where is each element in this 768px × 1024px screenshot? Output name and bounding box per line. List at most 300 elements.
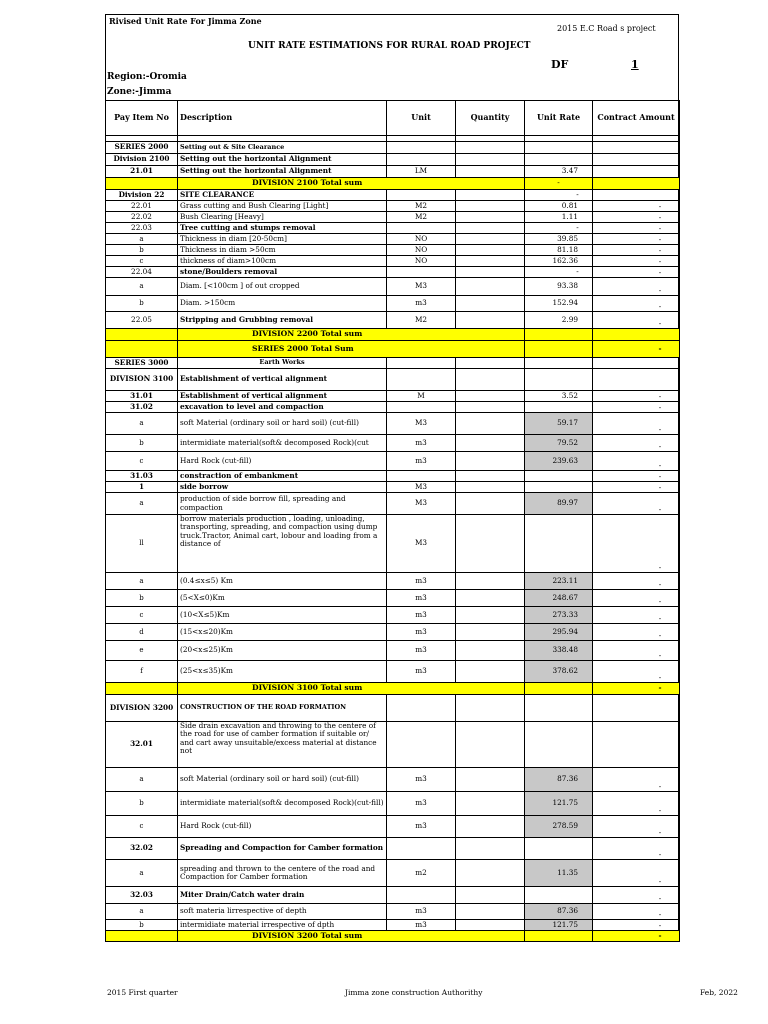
quantity-cell	[456, 201, 525, 212]
contract-amount-cell: -	[593, 296, 680, 312]
contract-amount-cell: -	[593, 661, 680, 683]
description-cell: Hard Rock (cut-fill)	[178, 816, 387, 838]
table-row	[106, 223, 680, 234]
quantity-cell	[456, 641, 525, 661]
description-cell: Stripping and Grubbing removal	[178, 312, 387, 329]
total-rate-cell	[525, 329, 593, 341]
description-cell: (25<x≤35)Km	[178, 661, 387, 683]
pay-item-cell: a	[106, 860, 178, 887]
total-pay-cell	[106, 341, 178, 358]
unit-cell: m3	[387, 904, 456, 920]
pay-item-cell: c	[106, 607, 178, 624]
pay-item-cell: b	[106, 435, 178, 452]
quantity-cell	[456, 452, 525, 471]
quantity-cell	[456, 792, 525, 816]
contract-amount-cell	[593, 154, 680, 166]
pay-item-cell: 22.02	[106, 212, 178, 223]
unit-rate-cell	[525, 722, 593, 768]
contract-amount-cell: -	[593, 234, 680, 245]
description-cell: (5<X≤0)Km	[178, 590, 387, 607]
description-cell: soft materia lirrespective of depth	[178, 904, 387, 920]
total-rate-cell	[525, 931, 593, 942]
quantity-cell	[456, 816, 525, 838]
table-row	[106, 256, 680, 267]
table-row	[106, 792, 680, 816]
contract-amount-cell: -	[593, 590, 680, 607]
description-cell: excavation to level and compaction	[178, 402, 387, 413]
quantity-cell	[456, 607, 525, 624]
unit-rate-cell	[525, 142, 593, 154]
unit-rate-cell: 0.81	[525, 201, 593, 212]
table-row	[106, 887, 680, 904]
unit-cell: m3	[387, 573, 456, 590]
total-amount-cell: -	[593, 341, 680, 358]
quantity-cell	[456, 190, 525, 201]
pay-item-cell: 31.01	[106, 391, 178, 402]
pay-item-cell: 32.03	[106, 887, 178, 904]
total-amount-cell: -	[593, 683, 680, 695]
quantity-cell	[456, 838, 525, 860]
zone-label: Zone:-Jimma	[107, 87, 172, 97]
total-label: DIVISION 3200 Total sum	[178, 931, 525, 942]
contract-amount-cell: -	[593, 920, 680, 931]
region-label: Region:-Oromia	[107, 72, 187, 82]
contract-amount-cell: -	[593, 816, 680, 838]
description-cell: side borrow	[178, 482, 387, 493]
pay-item-cell: b	[106, 920, 178, 931]
pay-item-cell: DIVISION 3200	[106, 695, 178, 722]
pay-item-cell: b	[106, 245, 178, 256]
quantity-cell	[456, 234, 525, 245]
table-row	[106, 296, 680, 312]
pay-item-cell: ll	[106, 515, 178, 573]
unit-cell	[387, 369, 456, 391]
contract-amount-cell: -	[593, 792, 680, 816]
unit-rate-cell: 239.63	[525, 452, 593, 471]
unit-rate-cell: 87.36	[525, 904, 593, 920]
quantity-cell	[456, 358, 525, 369]
total-label: DIVISION 2200 Total sum	[178, 329, 525, 341]
table-row	[106, 860, 680, 887]
description-cell: Thickness in diam [20-50cm]	[178, 234, 387, 245]
unit-rate-cell: 121.75	[525, 792, 593, 816]
description-cell: soft Material (ordinary soil or hard soil) (cut-fill)	[178, 413, 387, 435]
table-row	[106, 816, 680, 838]
column-header-unit-rate: Unit Rate	[525, 101, 593, 136]
table-header-row	[106, 101, 680, 136]
unit-rate-cell: 59.17	[525, 413, 593, 435]
unit-rate-cell: 11.35	[525, 860, 593, 887]
table-row	[106, 838, 680, 860]
description-cell: (20<x≤25)Km	[178, 641, 387, 661]
description-cell: Miter Drain/Catch water drain	[178, 887, 387, 904]
description-cell: Setting out the horizontal Alignment	[178, 166, 387, 178]
pay-item-cell: c	[106, 816, 178, 838]
description-cell: intermidiate material(soft& decomposed Rock)(cut	[178, 435, 387, 452]
quantity-cell	[456, 435, 525, 452]
unit-rate-cell	[525, 369, 593, 391]
unit-cell: M3	[387, 515, 456, 573]
table-row	[106, 190, 680, 201]
unit-cell: m3	[387, 816, 456, 838]
total-row	[106, 178, 680, 190]
unit-rate-cell: 1.11	[525, 212, 593, 223]
total-pay-cell	[106, 931, 178, 942]
table-row	[106, 267, 680, 278]
table-row	[106, 573, 680, 590]
pay-item-cell: a	[106, 768, 178, 792]
unit-rate-cell: 378.62	[525, 661, 593, 683]
table-row	[106, 391, 680, 402]
unit-rate-cell	[525, 695, 593, 722]
project-label: 2015 E.C Road s project	[557, 24, 656, 33]
quantity-cell	[456, 267, 525, 278]
contract-amount-cell	[593, 695, 680, 722]
total-rate-cell	[525, 683, 593, 695]
unit-cell	[387, 695, 456, 722]
contract-amount-cell: -	[593, 278, 680, 296]
unit-rate-cell: 3.47	[525, 166, 593, 178]
unit-cell: LM	[387, 166, 456, 178]
description-cell: soft Material (ordinary soil or hard soil) (cut-fill)	[178, 768, 387, 792]
contract-amount-cell: -	[593, 267, 680, 278]
unit-cell	[387, 887, 456, 904]
total-pay-cell	[106, 329, 178, 341]
unit-cell	[387, 402, 456, 413]
table-row	[106, 212, 680, 223]
total-row	[106, 329, 680, 341]
quantity-cell	[456, 369, 525, 391]
footer-center: Jimma zone construction Authorithy	[345, 988, 483, 997]
unit-rate-table	[105, 100, 680, 942]
unit-rate-cell	[525, 471, 593, 482]
quantity-cell	[456, 312, 525, 329]
unit-cell: M3	[387, 493, 456, 515]
table-row	[106, 695, 680, 722]
quantity-cell	[456, 391, 525, 402]
unit-rate-cell: 89.97	[525, 493, 593, 515]
pay-item-cell: c	[106, 256, 178, 267]
unit-rate-cell: 273.33	[525, 607, 593, 624]
quantity-cell	[456, 166, 525, 178]
contract-amount-cell: -	[593, 256, 680, 267]
unit-rate-cell: 3.52	[525, 391, 593, 402]
column-header-pay-item: Pay Item No	[106, 101, 178, 136]
table-row	[106, 624, 680, 641]
total-rate-cell: -	[525, 178, 593, 190]
unit-rate-cell: 162.36	[525, 256, 593, 267]
unit-rate-cell: 223.11	[525, 573, 593, 590]
contract-amount-cell	[593, 166, 680, 178]
description-cell: Thickness in diam >50cm	[178, 245, 387, 256]
unit-cell: m3	[387, 920, 456, 931]
table-row	[106, 641, 680, 661]
pay-item-cell: 21.01	[106, 166, 178, 178]
table-row	[106, 166, 680, 178]
contract-amount-cell: -	[593, 860, 680, 887]
df-value: 1	[631, 58, 639, 71]
unit-rate-cell	[525, 154, 593, 166]
pay-item-cell: d	[106, 624, 178, 641]
df-label: DF	[551, 58, 569, 71]
quantity-cell	[456, 768, 525, 792]
unit-cell	[387, 471, 456, 482]
unit-rate-cell	[525, 402, 593, 413]
pay-item-cell: 32.01	[106, 722, 178, 768]
total-row	[106, 931, 680, 942]
description-cell: Side drain excavation and throwing to the centere of the road for use of camber formation if suitable or/ and cart away unsuitable/excess material at distance not	[178, 722, 387, 768]
quantity-cell	[456, 296, 525, 312]
pay-item-cell: 31.03	[106, 471, 178, 482]
quantity-cell	[456, 860, 525, 887]
unit-rate-cell: 81.18	[525, 245, 593, 256]
table-row	[106, 312, 680, 329]
description-cell: stone/Boulders removal	[178, 267, 387, 278]
unit-rate-cell: 121.75	[525, 920, 593, 931]
unit-cell: M3	[387, 413, 456, 435]
quantity-cell	[456, 402, 525, 413]
contract-amount-cell	[593, 190, 680, 201]
unit-rate-cell	[525, 887, 593, 904]
pay-item-cell: 22.03	[106, 223, 178, 234]
contract-amount-cell: -	[593, 212, 680, 223]
table-row	[106, 358, 680, 369]
pay-item-cell: DIVISION 3100	[106, 369, 178, 391]
unit-rate-cell: 87.36	[525, 768, 593, 792]
unit-cell	[387, 142, 456, 154]
unit-cell: m3	[387, 452, 456, 471]
total-label: SERIES 2000 Total Sum	[178, 341, 525, 358]
unit-cell: m3	[387, 641, 456, 661]
pay-item-cell: 31.02	[106, 402, 178, 413]
unit-cell	[387, 358, 456, 369]
unit-rate-cell: 93.38	[525, 278, 593, 296]
quantity-cell	[456, 624, 525, 641]
quantity-cell	[456, 493, 525, 515]
column-header-quantity: Quantity	[456, 101, 525, 136]
description-cell: Hard Rock (cut-fill)	[178, 452, 387, 471]
description-cell: Earth Works	[178, 358, 387, 369]
table-row	[106, 413, 680, 435]
quantity-cell	[456, 904, 525, 920]
pay-item-cell: SERIES 3000	[106, 358, 178, 369]
quantity-cell	[456, 142, 525, 154]
table-row	[106, 722, 680, 768]
table-row	[106, 452, 680, 471]
table-row	[106, 435, 680, 452]
contract-amount-cell: -	[593, 402, 680, 413]
contract-amount-cell: -	[593, 768, 680, 792]
contract-amount-cell: -	[593, 471, 680, 482]
unit-cell: m2	[387, 860, 456, 887]
quantity-cell	[456, 154, 525, 166]
description-cell: Diam. >150cm	[178, 296, 387, 312]
quantity-cell	[456, 515, 525, 573]
description-cell: Setting out the horizontal Alignment	[178, 154, 387, 166]
total-amount-cell	[593, 329, 680, 341]
unit-cell: m3	[387, 792, 456, 816]
description-cell: Setting out & Site Clearance	[178, 142, 387, 154]
pay-item-cell: b	[106, 792, 178, 816]
unit-cell	[387, 190, 456, 201]
pay-item-cell: Division 2100	[106, 154, 178, 166]
description-cell: CONSTRUCTION OF THE ROAD FORMATION	[178, 695, 387, 722]
contract-amount-cell	[593, 369, 680, 391]
unit-cell: NO	[387, 245, 456, 256]
unit-rate-cell: 248.67	[525, 590, 593, 607]
table-row	[106, 607, 680, 624]
description-cell: (0.4≤x≤5) Km	[178, 573, 387, 590]
description-cell: spreading and thrown to the centere of the road and Compaction for Camber formation	[178, 860, 387, 887]
contract-amount-cell: -	[593, 245, 680, 256]
total-row	[106, 341, 680, 358]
pay-item-cell: a	[106, 904, 178, 920]
pay-item-cell: b	[106, 296, 178, 312]
table-row	[106, 245, 680, 256]
description-cell: Grass cutting and Bush Clearing [Light]	[178, 201, 387, 212]
contract-amount-cell: -	[593, 391, 680, 402]
pay-item-cell: 32.02	[106, 838, 178, 860]
pay-item-cell: 1	[106, 482, 178, 493]
contract-amount-cell: -	[593, 573, 680, 590]
quantity-cell	[456, 278, 525, 296]
total-pay-cell	[106, 178, 178, 190]
quantity-cell	[456, 482, 525, 493]
unit-rate-cell: -	[525, 190, 593, 201]
table-row	[106, 234, 680, 245]
contract-amount-cell: -	[593, 312, 680, 329]
description-cell: Establishment of vertical alignment	[178, 369, 387, 391]
total-label: DIVISION 2100 Total sum	[178, 178, 525, 190]
unit-rate-cell	[525, 482, 593, 493]
unit-cell: NO	[387, 256, 456, 267]
quantity-cell	[456, 471, 525, 482]
quantity-cell	[456, 245, 525, 256]
table-row	[106, 278, 680, 296]
unit-rate-cell: 79.52	[525, 435, 593, 452]
table-row	[106, 904, 680, 920]
pay-item-cell: c	[106, 452, 178, 471]
unit-rate-cell: 152.94	[525, 296, 593, 312]
pay-item-cell: a	[106, 234, 178, 245]
pay-item-cell: a	[106, 573, 178, 590]
unit-cell	[387, 154, 456, 166]
pay-item-cell: f	[106, 661, 178, 683]
contract-amount-cell: -	[593, 201, 680, 212]
total-amount-cell: -	[593, 931, 680, 942]
unit-cell: M2	[387, 312, 456, 329]
description-cell: Diam. [<100cm ] of out cropped	[178, 278, 387, 296]
total-amount-cell	[593, 178, 680, 190]
description-cell: SITE CLEARANCE	[178, 190, 387, 201]
total-label: DIVISION 3100 Total sum	[178, 683, 525, 695]
description-cell: Tree cutting and stumps removal	[178, 223, 387, 234]
pay-item-cell: Division 22	[106, 190, 178, 201]
contract-amount-cell	[593, 358, 680, 369]
unit-cell: M	[387, 391, 456, 402]
pay-item-cell: 22.05	[106, 312, 178, 329]
table-row	[106, 493, 680, 515]
description-cell: Spreading and Compaction for Camber formation	[178, 838, 387, 860]
contract-amount-cell	[593, 722, 680, 768]
pay-item-cell: a	[106, 493, 178, 515]
unit-cell	[387, 267, 456, 278]
contract-amount-cell	[593, 142, 680, 154]
footer-right: Feb, 2022	[700, 988, 738, 997]
contract-amount-cell: -	[593, 435, 680, 452]
pay-item-cell: 22.04	[106, 267, 178, 278]
unit-cell	[387, 223, 456, 234]
total-rate-cell	[525, 341, 593, 358]
quantity-cell	[456, 590, 525, 607]
column-header-description: Description	[178, 101, 387, 136]
unit-cell: M3	[387, 482, 456, 493]
table-row	[106, 661, 680, 683]
contract-amount-cell: -	[593, 624, 680, 641]
column-header-unit: Unit	[387, 101, 456, 136]
table-row	[106, 920, 680, 931]
description-cell: Establishment of vertical alignment	[178, 391, 387, 402]
description-cell: thickness of diam>100cm	[178, 256, 387, 267]
description-cell: (10<X≤5)Km	[178, 607, 387, 624]
unit-cell: m3	[387, 590, 456, 607]
unit-cell: m3	[387, 768, 456, 792]
unit-rate-cell	[525, 515, 593, 573]
quantity-cell	[456, 887, 525, 904]
contract-amount-cell: -	[593, 838, 680, 860]
pay-item-cell: b	[106, 590, 178, 607]
quantity-cell	[456, 223, 525, 234]
contract-amount-cell: -	[593, 493, 680, 515]
total-row	[106, 683, 680, 695]
contract-amount-cell: -	[593, 887, 680, 904]
contract-amount-cell: -	[593, 413, 680, 435]
unit-rate-cell: 39.85	[525, 234, 593, 245]
quantity-cell	[456, 573, 525, 590]
contract-amount-cell: -	[593, 607, 680, 624]
unit-rate-cell: -	[525, 267, 593, 278]
table-row	[106, 154, 680, 166]
pay-item-cell: e	[106, 641, 178, 661]
unit-cell: m3	[387, 607, 456, 624]
quantity-cell	[456, 695, 525, 722]
pay-item-cell: 22.01	[106, 201, 178, 212]
description-cell: intermidiate material irrespective of dpth	[178, 920, 387, 931]
total-pay-cell	[106, 683, 178, 695]
quantity-cell	[456, 212, 525, 223]
quantity-cell	[456, 256, 525, 267]
table-row	[106, 471, 680, 482]
unit-cell: M2	[387, 201, 456, 212]
unit-cell: M3	[387, 278, 456, 296]
contract-amount-cell: -	[593, 223, 680, 234]
table-row	[106, 515, 680, 573]
unit-rate-cell: 295.94	[525, 624, 593, 641]
unit-rate-cell: 338.48	[525, 641, 593, 661]
unit-cell	[387, 722, 456, 768]
description-cell: constraction of embankment	[178, 471, 387, 482]
contract-amount-cell: -	[593, 482, 680, 493]
contract-amount-cell: -	[593, 452, 680, 471]
unit-rate-cell: 2.99	[525, 312, 593, 329]
unit-cell: m3	[387, 296, 456, 312]
pay-item-cell: a	[106, 413, 178, 435]
quantity-cell	[456, 661, 525, 683]
contract-amount-cell: -	[593, 904, 680, 920]
unit-rate-cell	[525, 838, 593, 860]
quantity-cell	[456, 413, 525, 435]
table-row	[106, 768, 680, 792]
